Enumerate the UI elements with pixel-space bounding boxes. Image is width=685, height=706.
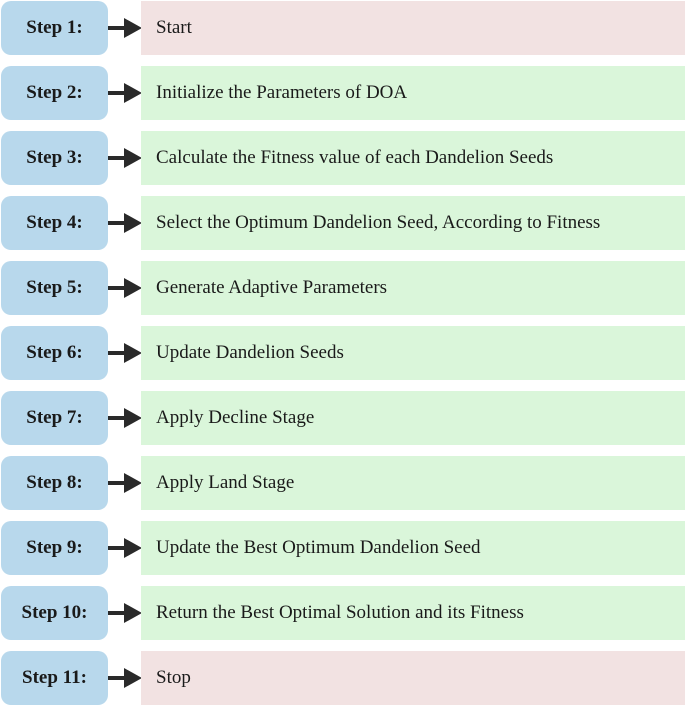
step-row-7 — [0, 391, 685, 445]
arrow-right-icon — [108, 471, 142, 495]
step-row-2 — [0, 66, 685, 120]
arrow-right-icon — [108, 341, 142, 365]
step-row-4 — [0, 196, 685, 250]
step-label-2: Step 2: — [1, 66, 108, 120]
step-label-9: Step 9: — [1, 521, 108, 575]
step-label-4: Step 4: — [1, 196, 108, 250]
step-row-1 — [0, 1, 685, 55]
step-row-6 — [0, 326, 685, 380]
step-text-10: Return the Best Optimal Solution and its Fitness — [141, 586, 685, 640]
step-label-10: Step 10: — [1, 586, 108, 640]
step-label-8: Step 8: — [1, 456, 108, 510]
step-row-11 — [0, 651, 685, 705]
arrow-right-icon — [108, 211, 142, 235]
arrow-right-icon — [108, 536, 142, 560]
step-text-8: Apply Land Stage — [141, 456, 685, 510]
arrow-right-icon — [108, 601, 142, 625]
step-text-6: Update Dandelion Seeds — [141, 326, 685, 380]
step-text-1: Start — [141, 1, 685, 55]
step-label-11: Step 11: — [1, 651, 108, 705]
step-row-3 — [0, 131, 685, 185]
step-text-7: Apply Decline Stage — [141, 391, 685, 445]
step-text-9: Update the Best Optimum Dandelion Seed — [141, 521, 685, 575]
step-text-3: Calculate the Fitness value of each Dandelion Seeds — [141, 131, 685, 185]
step-text-11: Stop — [141, 651, 685, 705]
step-label-1: Step 1: — [1, 1, 108, 55]
step-row-8 — [0, 456, 685, 510]
arrow-right-icon — [108, 81, 142, 105]
arrow-right-icon — [108, 666, 142, 690]
arrow-right-icon — [108, 406, 142, 430]
step-label-6: Step 6: — [1, 326, 108, 380]
arrow-right-icon — [108, 16, 142, 40]
step-row-10 — [0, 586, 685, 640]
step-text-2: Initialize the Parameters of DOA — [141, 66, 685, 120]
step-label-3: Step 3: — [1, 131, 108, 185]
step-row-5 — [0, 261, 685, 315]
step-row-9 — [0, 521, 685, 575]
step-label-7: Step 7: — [1, 391, 108, 445]
step-text-4: Select the Optimum Dandelion Seed, According to Fitness — [141, 196, 685, 250]
arrow-right-icon — [108, 146, 142, 170]
arrow-right-icon — [108, 276, 142, 300]
step-label-5: Step 5: — [1, 261, 108, 315]
step-text-5: Generate Adaptive Parameters — [141, 261, 685, 315]
